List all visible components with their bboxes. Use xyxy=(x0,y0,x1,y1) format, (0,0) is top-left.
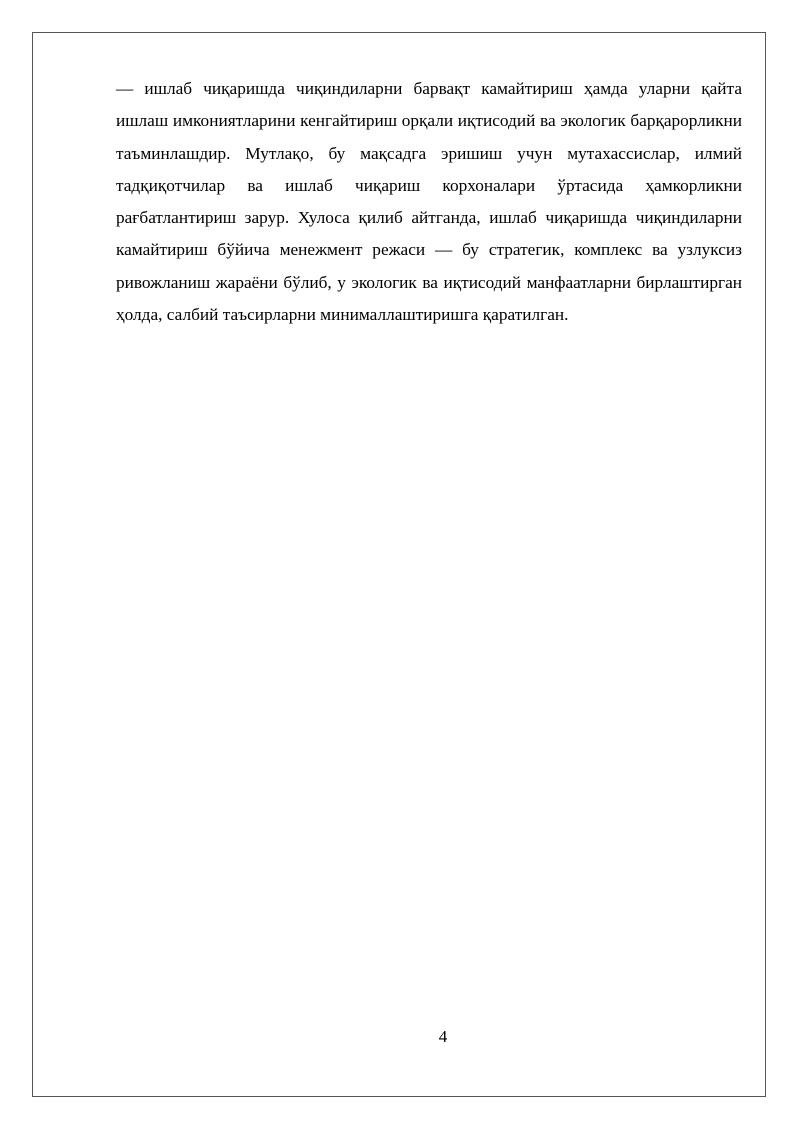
body-paragraph: — ишлаб чиқаришда чиқиндиларни барвақт камайтириш ҳамда уларни қайта ишлаш имкониятларини кенгайтириш орқали иқтисодий ва экологик барқарорликни таъминлашдир. Мутлақо, бу мақсадга эришиш учун мутахассислар, илмий тадқиқотчилар ва ишлаб чиқариш корхоналари ўртасида ҳамкорликни рағбатлантириш зарур. Хулоса қилиб айтганда, ишлаб чиқаришда чиқиндиларни камайтириш бўйича менежмент режаси — бу стратегик, комплекс ва узлуксиз ривожланиш жараёни бўлиб, у экологик ва иқтисодий манфаатларни бирлаштирган ҳолда, салбий таъсирларни минималлаштиришга қаратилган. xyxy=(116,79,742,325)
page-number: 4 xyxy=(438,1027,448,1046)
